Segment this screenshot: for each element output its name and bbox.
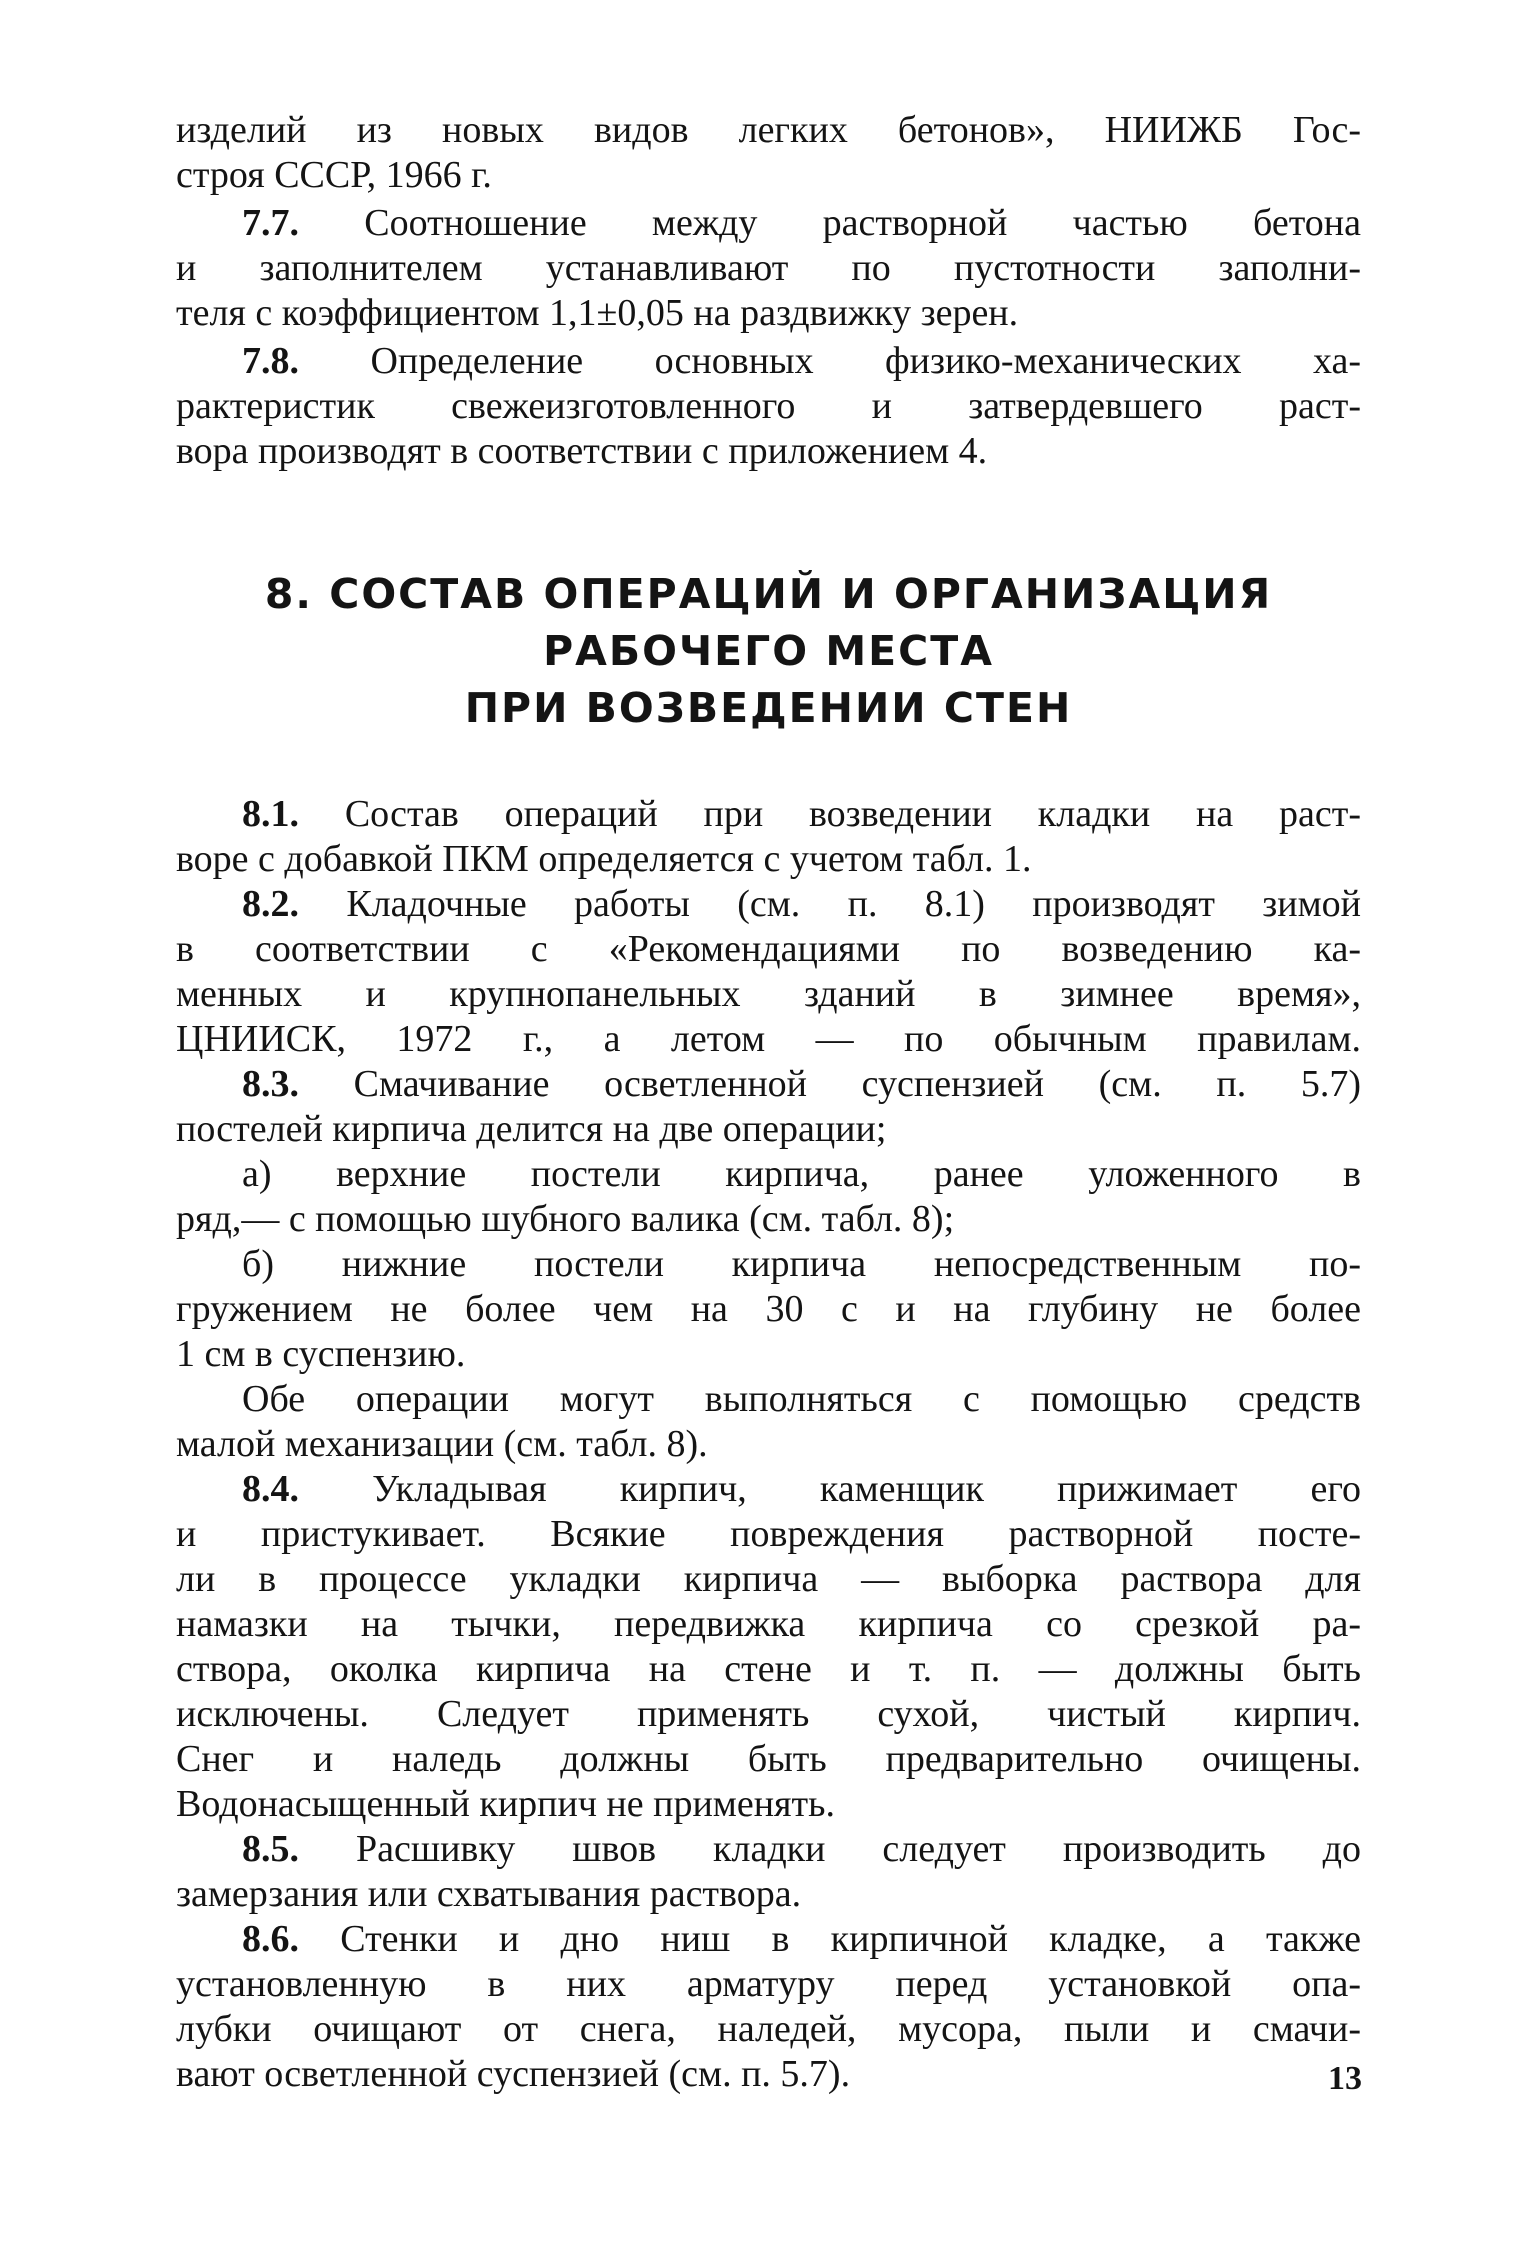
text-line: лубки очищают от снега, наледей, мусора, пыли и смачи- — [176, 2008, 1361, 2050]
paragraph-number: 8.4. — [242, 1468, 299, 1510]
text-line: Обе операции могут выполняться с помощью средств — [242, 1378, 1361, 1420]
paragraph-8-2-line — [176, 882, 1361, 927]
text-line: Соотношение между растворной частью бетона — [364, 202, 1361, 244]
text-line: Снег и наледь должны быть предварительно очищены. — [176, 1738, 1361, 1780]
page-number: 13 — [1328, 2060, 1362, 2097]
paragraph-8-3-line — [176, 1062, 1361, 1107]
text-line: менных и крупнопанельных зданий в зимнее время», — [176, 973, 1361, 1015]
text-line: строя СССР, 1966 г. — [176, 154, 492, 196]
text-line: рактеристик свежеизготовленного и затвердевшего раст- — [176, 385, 1361, 427]
text-line: Кладочные работы (см. п. 8.1) производят зимой — [346, 883, 1361, 925]
text-line: ряд,— с помощью шубного валика (см. табл. 8); — [176, 1198, 955, 1240]
text-line: установленную в них арматуру перед установкой опа- — [176, 1963, 1361, 2005]
text-line: исключены. Следует применять сухой, чистый кирпич. — [176, 1693, 1361, 1735]
paragraph-number: 8.5. — [242, 1828, 299, 1870]
text-line: малой механизации (см. табл. 8). — [176, 1423, 708, 1465]
text-line: ЦНИИСК, 1972 г., а летом — по обычным правилам. — [176, 1018, 1361, 1060]
text-line: изделий из новых видов легких бетонов», НИИЖБ Гос- — [176, 109, 1361, 151]
text-line: вают осветленной суспензией (см. п. 5.7). — [176, 2053, 851, 2095]
paragraph-number: 8.1. — [242, 793, 299, 835]
paragraph-8-1-line — [176, 792, 1361, 837]
text-line: вора производят в соответствии с приложением 4. — [176, 430, 988, 472]
paragraph-number: 7.7. — [242, 202, 299, 244]
text-line: Состав операций при возведении кладки на раст- — [344, 793, 1361, 835]
text-line: теля с коэффициентом 1,1±0,05 на раздвижку зерен. — [176, 292, 1019, 334]
text-line: воре с добавкой ПКМ определяется с учетом табл. 1. — [176, 838, 1032, 880]
paragraph-8-5-line — [176, 1827, 1361, 1872]
paragraph-number: 8.2. — [242, 883, 299, 925]
top-text-block — [176, 108, 1361, 474]
text-line: а) верхние постели кирпича, ранее уложенного в — [242, 1153, 1361, 1195]
text-line: гружением не более чем на 30 с и на глубину не более — [176, 1288, 1361, 1330]
text-line: Стенки и дно ниш в кирпичной кладке, а также — [340, 1918, 1361, 1960]
text-line: Водонасыщенный кирпич не применять. — [176, 1783, 835, 1825]
paragraph-7-8-line — [176, 339, 1361, 384]
body-text-block — [176, 792, 1361, 2097]
text-line: Смачивание осветленной суспензией (см. п. 5.7) — [353, 1063, 1361, 1105]
text-line: ли в процессе укладки кирпича — выборка раствора для — [176, 1558, 1361, 1600]
paragraph-8-6-line — [176, 1917, 1361, 1962]
paragraph-7-7-line — [176, 201, 1361, 246]
text-line: Укладывая кирпич, каменщик прижимает его — [372, 1468, 1361, 1510]
text-line: б) нижние постели кирпича непосредственным по- — [242, 1243, 1361, 1285]
paragraph-number: 8.3. — [242, 1063, 299, 1105]
text-line: и пристукивает. Всякие повреждения растворной посте- — [176, 1513, 1361, 1555]
text-line: Расшивку швов кладки следует производить до — [355, 1828, 1361, 1870]
paragraph-8-4-line — [176, 1467, 1361, 1512]
section-heading — [176, 566, 1361, 737]
text-line: 1 см в суспензию. — [176, 1333, 466, 1375]
heading-line: РАБОЧЕГО МЕСТА — [543, 627, 994, 675]
text-line: постелей кирпича делится на две операции; — [176, 1108, 887, 1150]
text-line: в соответствии с «Рекомендациями по возведению ка- — [176, 928, 1361, 970]
heading-line: ПРИ ВОЗВЕДЕНИИ СТЕН — [464, 684, 1073, 732]
text-line: и заполнителем устанавливают по пустотности заполни- — [176, 247, 1361, 289]
text-line: замерзания или схватывания раствора. — [176, 1873, 802, 1915]
paragraph-number: 7.8. — [242, 340, 299, 382]
paragraph-number: 8.6. — [242, 1918, 299, 1960]
heading-line: 8. СОСТАВ ОПЕРАЦИЙ И ОРГАНИЗАЦИЯ — [264, 570, 1273, 618]
text-line: створа, околка кирпича на стене и т. п. — должны быть — [176, 1648, 1361, 1690]
text-line: Определение основных физико-механических ха- — [370, 340, 1361, 382]
text-line: намазки на тычки, передвижка кирпича со срезкой ра- — [176, 1603, 1361, 1645]
